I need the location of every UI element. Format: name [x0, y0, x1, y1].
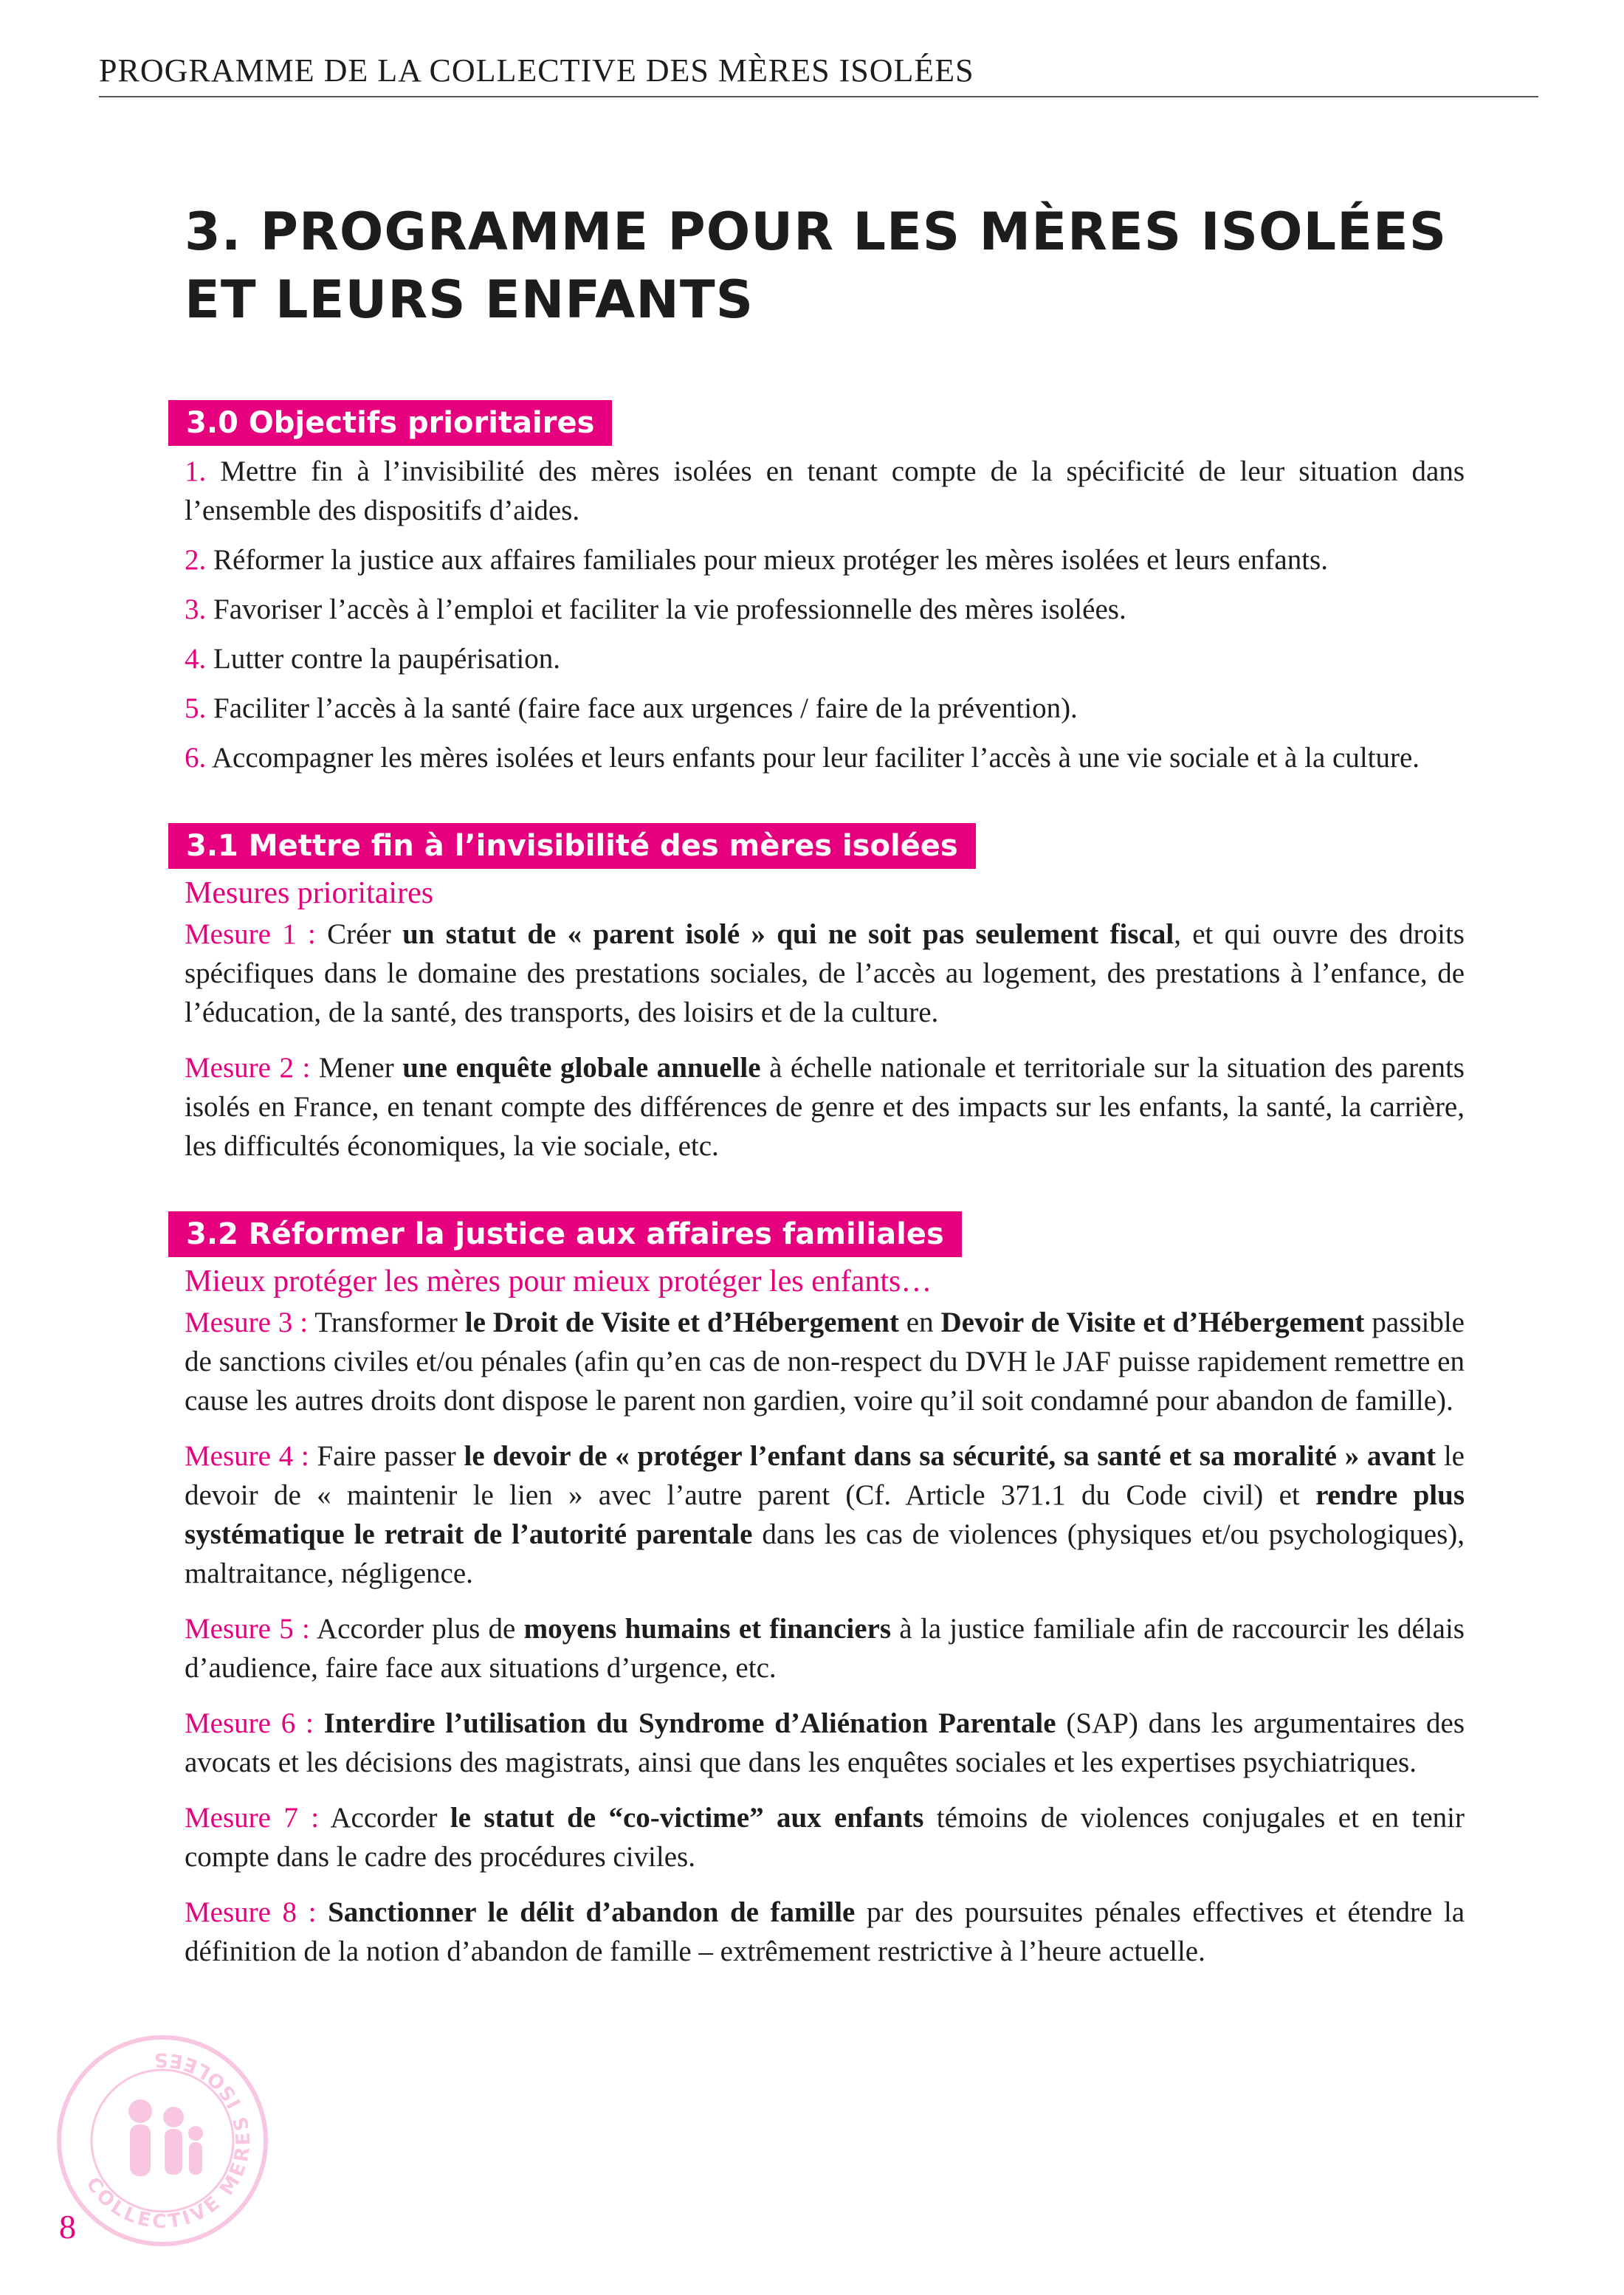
mesure-1 [185, 915, 1465, 1032]
objective-number: 3. [185, 593, 207, 625]
mesure-emphasis: le statut de “co-victime” aux enfants [450, 1802, 924, 1834]
mesure-label: Mesure 5 : [185, 1613, 310, 1645]
mesure-7 [185, 1798, 1465, 1876]
page-title [185, 198, 1465, 334]
mesure-text [316, 1896, 328, 1928]
mesure-text: Faire passer [309, 1440, 464, 1472]
mesure-text: Créer [315, 918, 403, 950]
mesure-text: le devoir de « maintenir le lien » avec l’autre parent (Cf. Article 371.1 du Code civil) et [185, 1440, 1465, 1511]
page-number: 8 [59, 2208, 76, 2246]
section-subheading: Mieux protéger les mères pour mieux protéger les enfants… [185, 1265, 932, 1298]
mesure-text [314, 1707, 324, 1739]
header-rule [99, 96, 1538, 97]
mesure-5 [185, 1609, 1465, 1687]
mesure-emphasis: le devoir de « protéger l’enfant dans sa sécurité, sa santé et sa moralité » avant [464, 1440, 1437, 1472]
objective-text: Réformer la justice aux affaires familiales pour mieux protéger les mères isolées et leurs enfants. [213, 544, 1328, 576]
section-heading-3-2: 3.2 Réformer la justice aux affaires familiales [168, 1211, 962, 1257]
mesure-text: (SAP) dans les argumentaires des avocats et les décisions des magistrats, ainsi que dans les enquêtes sociales et les expertises psychiatriques. [185, 1707, 1465, 1778]
mesure-emphasis: Sanctionner le délit d’abandon de famille [328, 1896, 856, 1928]
objectives-list [185, 452, 1465, 777]
mesure-label: Mesure 2 : [185, 1052, 311, 1084]
objective-item [185, 590, 1465, 629]
page-title-line-1: 3. PROGRAMME POUR LES MÈRES ISOLÉES [185, 202, 1448, 262]
mesure-2 [185, 1048, 1465, 1166]
mesure-label: Mesure 7 : [185, 1802, 320, 1834]
objective-item [185, 689, 1465, 728]
logo-text: COLLECTIVE MÈRES ISOLÉES [81, 2048, 255, 2234]
mesure-label: Mesure 8 : [185, 1896, 317, 1928]
running-header: PROGRAMME DE LA COLLECTIVE DES MÈRES ISOLÉES [99, 52, 974, 89]
mesure-emphasis: Interdire l’utilisation du Syndrome d’Aliénation Parentale [323, 1707, 1056, 1739]
mesure-label: Mesure 6 : [185, 1707, 314, 1739]
mesure-text: dans les cas de violences (physiques et/ou psychologiques), maltraitance, négligence. [185, 1518, 1465, 1589]
mesure-6 [185, 1704, 1465, 1782]
section-subheading: Mesures prioritaires [185, 876, 434, 910]
mesure-text: témoins de violences conjugales et en tenir compte dans le cadre des procédures civiles. [185, 1802, 1465, 1873]
mesure-8 [185, 1893, 1465, 1971]
mesure-text: à échelle nationale et territoriale sur la situation des parents isolés en France, en tenant compte des différences de genre et des impacts sur les enfants, la santé, la carrière, les difficultés économiques, la vie sociale, etc. [185, 1052, 1465, 1162]
mesure-text: Mener [310, 1052, 403, 1084]
mesure-text: Accorder plus de [309, 1613, 524, 1645]
mesure-text: par des poursuites pénales effectives et étendre la définition de la notion d’abandon de famille – extrêmement restrictive à l’heure actuelle. [185, 1896, 1465, 1967]
objective-text: Lutter contre la paupérisation. [213, 643, 560, 675]
mesure-label: Mesure 3 : [185, 1307, 309, 1338]
objective-number: 2. [185, 544, 207, 576]
mesure-3 [185, 1303, 1465, 1420]
mesure-text: Transformer [308, 1307, 465, 1338]
mesure-label: Mesure 4 : [185, 1440, 309, 1472]
objective-number: 5. [185, 692, 207, 724]
page-title-line-2: ET LEURS ENFANTS [185, 269, 754, 330]
objective-item [185, 738, 1465, 777]
mesure-emphasis: Devoir de Visite et d’Hébergement [940, 1307, 1365, 1338]
objective-text: Mettre fin à l’invisibilité des mères isolées en tenant compte de la spécificité de leur situation dans l’ensemble des dispositifs d’aides. [185, 455, 1465, 526]
objective-text: Favoriser l’accès à l’emploi et faciliter la vie professionnelle des mères isolées. [213, 593, 1126, 625]
objective-number: 1. [185, 455, 207, 487]
mesure-text: en [898, 1307, 941, 1338]
section-heading-3-0: 3.0 Objectifs prioritaires [168, 400, 612, 446]
objective-number: 4. [185, 643, 207, 675]
collective-logo-watermark [52, 2030, 273, 2251]
mesure-emphasis: un statut de « parent isolé » qui ne soit pas seulement fiscal [402, 918, 1174, 950]
objective-text: Accompagner les mères isolées et leurs enfants pour leur faciliter l’accès à une vie sociale et à la culture. [211, 742, 1420, 774]
objective-item [185, 639, 1465, 678]
objective-item [185, 540, 1465, 579]
mesure-text: Accorder [319, 1802, 450, 1834]
mesure-4 [185, 1436, 1465, 1593]
objective-number: 6. [185, 742, 207, 774]
section-heading-3-1: 3.1 Mettre fin à l’invisibilité des mères isolées [168, 823, 976, 869]
objective-text: Faciliter l’accès à la santé (faire face aux urgences / faire de la prévention). [213, 692, 1078, 724]
mesure-text: passible de sanctions civiles et/ou pénales (afin qu’en cas de non-respect du DVH le JAF puisse rapidement remettre en cause les autres droits dont dispose le parent non gardien, voire qu’il soit condamné pour abandon de famille). [185, 1307, 1465, 1417]
mesure-text: à la justice familiale afin de raccourcir les délais d’audience, faire face aux situations d’urgence, etc. [185, 1613, 1465, 1684]
mesure-text: , et qui ouvre des droits spécifiques dans le domaine des prestations sociales, de l’accès au logement, des prestations à l’enfance, de l’éducation, de la santé, des transports, des loisirs et de la culture. [185, 918, 1465, 1028]
mesure-label: Mesure 1 : [185, 918, 316, 950]
objective-item [185, 452, 1465, 530]
mesure-emphasis: moyens humains et financiers [523, 1613, 892, 1645]
mesure-emphasis: une enquête globale annuelle [402, 1052, 761, 1084]
mesure-emphasis: rendre plus systématique le retrait de l’autorité parentale [185, 1479, 1465, 1550]
page-content [185, 198, 1465, 1971]
mesure-emphasis: le Droit de Visite et d’Hébergement [464, 1307, 899, 1338]
